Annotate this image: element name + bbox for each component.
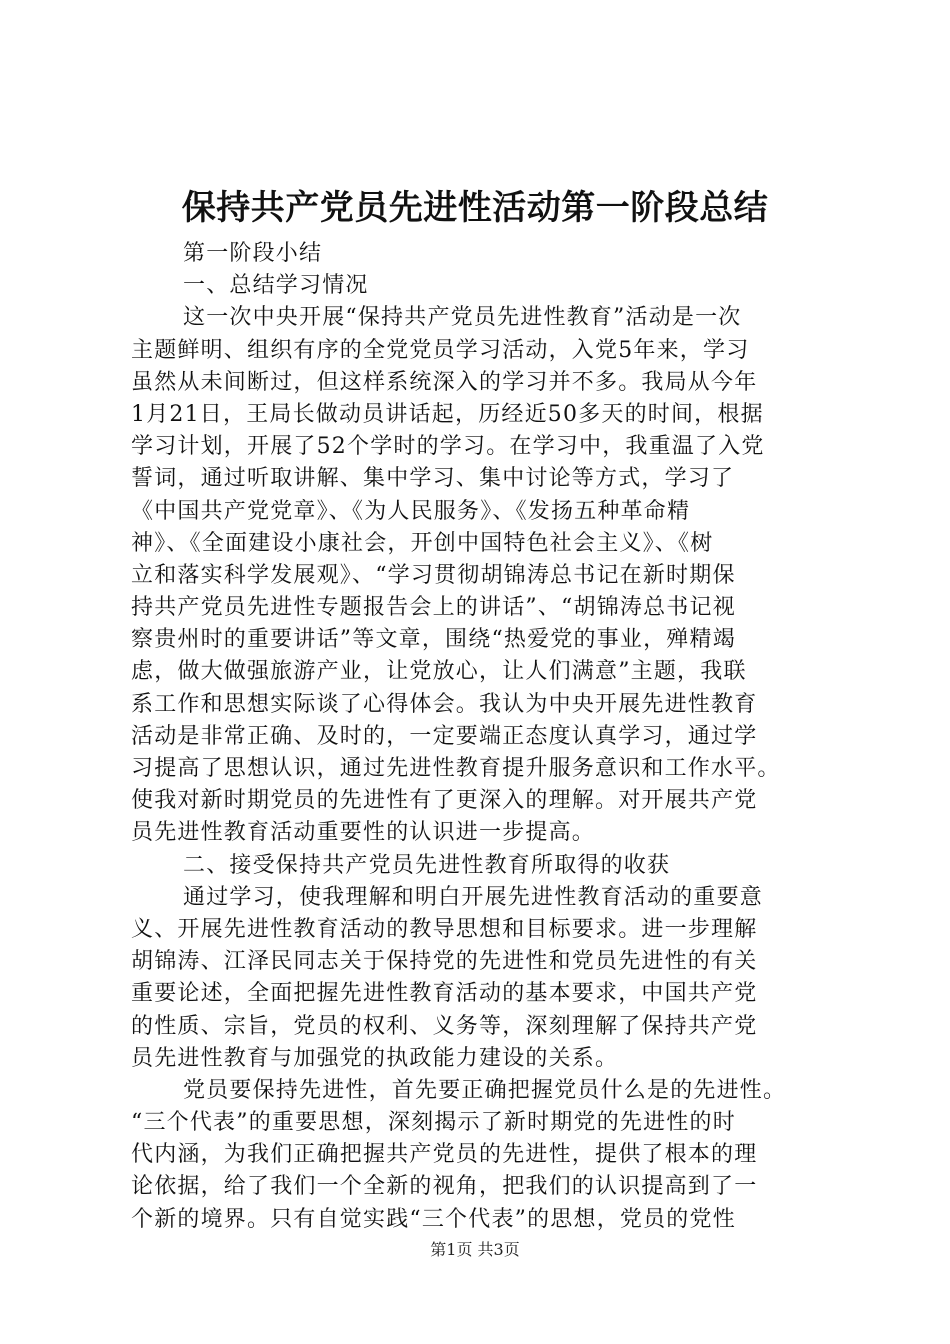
text-line: 使我对新时期党员的先进性有了更深入的理解。对开展共产党 — [131, 788, 758, 814]
text-line: 立和落实科学发展观》、“学习贯彻胡锦涛总书记在新时期保 — [131, 562, 736, 588]
text-line: 员先进性教育活动重要性的认识进一步提高。 — [131, 820, 596, 846]
text-line: 党员要保持先进性，首先要正确把握党员什么是的先进性。 — [183, 1077, 787, 1103]
text-line: 持共产党员先进性专题报告会上的讲话”、“胡锦涛总书记视 — [131, 595, 736, 621]
text-line: 的性质、宗旨，党员的权利、义务等，深刻理解了保持共产党 — [131, 1013, 758, 1039]
text-line: 义、开展先进性教育活动的教导思想和目标要求。进一步理解 — [131, 916, 758, 942]
text-line: 活动是非常正确、及时的，一定要端正态度认真学习，通过学 — [131, 723, 758, 749]
text-line: 习提高了思想认识，通过先进性教育提升服务意识和工作水平。 — [131, 756, 781, 781]
text-line: 《中国共产党党章》、《为人民服务》、《发扬五种革命精 — [131, 498, 691, 524]
text-line: 誓词，通过听取讲解、集中学习、集中讨论等方式，学习了 — [131, 466, 735, 492]
text-line: 虑，做大做强旅游产业，让党放心，让人们满意”主题，我联 — [131, 659, 747, 685]
document-title: 保持共产党员先进性活动第一阶段总结 — [181, 188, 769, 228]
text-line: 第一阶段小结 — [183, 241, 323, 266]
text-line: 主题鲜明、组织有序的全党党员学习活动，入党5年来，学习 — [131, 337, 750, 363]
document-body — [131, 238, 843, 1236]
text-line: 二、接受保持共产党员先进性教育所取得的收获 — [183, 852, 671, 878]
text-line: 代内涵，为我们正确把握共产党员的先进性，提供了根本的理 — [131, 1142, 758, 1168]
text-line: 论依据，给了我们一个全新的视角，把我们的认识提高到了一 — [131, 1174, 758, 1200]
text-line: 虽然从未间断过，但这样系统深入的学习并不多。我局从今年 — [131, 369, 758, 395]
text-line: 系工作和思想实际谈了心得体会。我认为中央开展先进性教育 — [131, 691, 758, 717]
text-line: 胡锦涛、江泽民同志关于保持党的先进性和党员先进性的有关 — [131, 949, 758, 975]
text-line: 察贵州时的重要讲话”等文章，围绕“热爱党的事业，殚精竭 — [131, 627, 736, 653]
text-line: 这一次中央开展“保持共产党员先进性教育”活动是一次 — [183, 305, 742, 331]
text-line: 神》、《全面建设小康社会，开创中国特色社会主义》、《树 — [131, 530, 714, 556]
text-line: 通过学习，使我理解和明白开展先进性教育活动的重要意 — [183, 884, 764, 910]
text-line: “三个代表”的重要思想，深刻揭示了新时期党的先进性的时 — [131, 1110, 736, 1136]
text-line: 个新的境界。只有自觉实践“三个代表”的思想，党员的党性 — [131, 1206, 736, 1232]
page-footer: 第1页 共3页 — [430, 1240, 520, 1259]
text-line: 学习计划，开展了52个学时的学习。在学习中，我重温了入党 — [131, 434, 765, 460]
text-line: 员先进性教育与加强党的执政能力建设的关系。 — [131, 1045, 619, 1071]
text-line: 1月21日，王局长做动员讲话起，历经近50多天的时间，根据 — [131, 401, 764, 427]
text-line: 重要论述，全面把握先进性教育活动的基本要求，中国共产党 — [131, 981, 758, 1007]
text-line: 一、总结学习情况 — [183, 273, 369, 299]
